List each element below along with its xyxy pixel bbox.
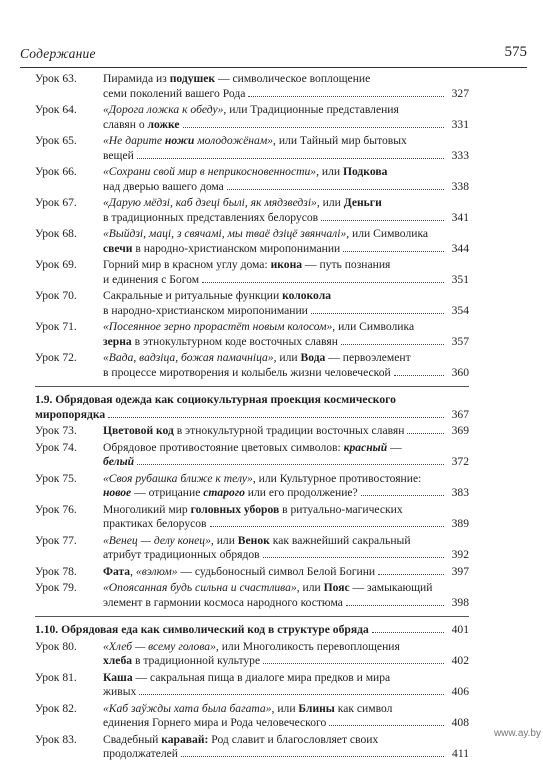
- toc-section[interactable]: [35, 623, 469, 638]
- entry-line: [103, 103, 469, 118]
- dot-leader: [139, 694, 444, 695]
- entry-line: [35, 623, 469, 638]
- dot-leader: [361, 495, 444, 496]
- entry-title-text: и единения с Богом: [103, 272, 200, 286]
- entry-line: [103, 242, 469, 257]
- entry-line: [103, 149, 469, 164]
- entry-page-number: 341: [451, 210, 469, 224]
- entry-title-text: Свадебный каравай: Род славит и благословляет своих: [103, 732, 379, 746]
- lesson-number: Урок 73.: [35, 424, 77, 437]
- page-header: [20, 46, 527, 66]
- header-rule: [20, 67, 527, 68]
- toc-lesson[interactable]: [35, 733, 469, 762]
- lesson-number: Урок 71.: [35, 320, 77, 333]
- entry-title-text: славян о ложке: [103, 117, 180, 131]
- entry-title-text: продолжателей: [103, 747, 178, 760]
- entry-page-number: 397: [451, 564, 469, 578]
- lesson-number: Урок 83.: [35, 732, 77, 746]
- toc-lesson[interactable]: [35, 351, 469, 380]
- lesson-number: Урок 72.: [35, 351, 77, 364]
- entry-line: [103, 716, 469, 731]
- toc-lesson[interactable]: [35, 424, 469, 439]
- entry-title-text: миропорядка: [35, 407, 106, 421]
- entry-line: [103, 654, 469, 669]
- toc-lesson[interactable]: [35, 134, 469, 163]
- dot-leader: [202, 282, 444, 283]
- entry-title-text: белый: [103, 455, 135, 468]
- entry-page-number: 383: [451, 486, 469, 499]
- toc-lesson[interactable]: [35, 196, 469, 225]
- entry-title-text: Сакральные и ритуальные функции колокола: [103, 289, 332, 302]
- entry-title-text: Обрядовое противостояние цветовых символов: красный —: [103, 440, 402, 454]
- entry-line: [35, 408, 469, 423]
- toc-section[interactable]: [35, 393, 469, 422]
- entry-line: [103, 503, 469, 518]
- entry-line: [103, 335, 469, 350]
- entry-page-number: 338: [451, 179, 469, 193]
- lesson-number: Урок 69.: [35, 258, 77, 271]
- entry-page-number: 351: [451, 272, 469, 286]
- toc-lesson[interactable]: [35, 258, 469, 287]
- entry-line: [103, 733, 469, 748]
- section-divider: [35, 616, 469, 617]
- entry-title-text: «Хлеб — всему голова», или Многоликость перевоплощения: [103, 639, 400, 653]
- lesson-number: Урок 79.: [35, 581, 77, 594]
- running-title: Содержание: [20, 46, 96, 61]
- lesson-number: Урок 75.: [35, 471, 77, 485]
- dot-leader: [137, 158, 444, 159]
- toc-lesson[interactable]: [35, 565, 469, 580]
- entry-title-text: новое — отрицание старого или его продолжение?: [103, 486, 358, 499]
- entry-page-number: 344: [451, 241, 469, 255]
- lesson-number: Урок 80.: [35, 639, 77, 653]
- lesson-number: Урок 63.: [35, 72, 77, 85]
- entry-line: [103, 211, 469, 226]
- entry-line: [103, 565, 469, 580]
- entry-page-number: 360: [451, 365, 469, 379]
- toc-lesson[interactable]: [35, 472, 469, 501]
- toc-lesson[interactable]: [35, 441, 469, 470]
- entry-title-text: Многоликий мир головных уборов в ритуально-магических: [103, 502, 403, 516]
- entry-line: [103, 702, 469, 717]
- entry-line: [103, 72, 469, 87]
- entry-title-text: в традиционных представлениях белорусов: [103, 210, 319, 224]
- entry-line: [103, 366, 469, 381]
- entry-title-text: над дверью вашего дома: [103, 179, 224, 193]
- entry-title-text: «Опоясанная будь сильна и счастлива», или Пояс — замыкающий: [103, 581, 433, 594]
- dot-leader: [343, 251, 444, 252]
- dot-leader: [108, 417, 444, 418]
- toc-lesson[interactable]: [35, 165, 469, 194]
- dot-leader: [378, 574, 444, 575]
- lesson-number: Урок 77.: [35, 533, 77, 547]
- dot-leader: [329, 725, 444, 726]
- lesson-number: Урок 70.: [35, 289, 77, 302]
- lesson-number: Урок 65.: [35, 134, 77, 147]
- entry-title-text: «Дарую мёдзі, каб дзеці былі, як мядзведзі», или Деньги: [103, 196, 382, 209]
- lesson-number: Урок 66.: [35, 165, 77, 178]
- entry-line: [103, 258, 469, 273]
- entry-line: [103, 472, 469, 487]
- entry-page-number: 411: [452, 747, 469, 760]
- dot-leader: [183, 127, 445, 128]
- entry-line: [103, 273, 469, 288]
- entry-title-text: «Выйдзі, маці, з свячамі, мы тваё дзіцё звянчалі», или Символика: [103, 227, 429, 240]
- entry-line: [103, 747, 469, 762]
- entry-title-text: 1.9. Обрядовая одежда как социокультурная проекция космического: [35, 393, 396, 406]
- entry-page-number: 367: [451, 407, 469, 421]
- entry-title-text: Горний мир в красном углу дома: икона — путь познания: [103, 258, 391, 271]
- entry-page-number: 401: [451, 623, 469, 636]
- entry-page-number: 369: [451, 424, 469, 437]
- entry-title-text: Цветовой код в этнокультурной традиции восточных славян: [103, 424, 405, 437]
- entry-title-text: атрибут традиционных обрядов: [103, 548, 260, 561]
- entry-line: [103, 227, 469, 242]
- entry-line: [103, 685, 469, 700]
- entry-line: [103, 134, 469, 149]
- entry-line: [35, 393, 469, 408]
- toc-lesson[interactable]: [35, 103, 469, 132]
- entry-line: [103, 196, 469, 211]
- dot-leader: [227, 189, 444, 190]
- toc-lesson[interactable]: [35, 72, 469, 101]
- entry-title-text: хлеба в традиционной культуре: [103, 654, 261, 667]
- entry-title-text: Фата, «вэлюм» — судьбоносный символ Белой Богини: [103, 564, 376, 578]
- entry-title-text: в процессе миротворения и колыбель жизни человеческой: [103, 365, 391, 379]
- dot-leader: [137, 464, 444, 465]
- entry-line: [103, 320, 469, 335]
- entry-page-number: 398: [451, 595, 469, 609]
- toc-lesson[interactable]: [35, 640, 469, 669]
- entry-line: [103, 671, 469, 686]
- dot-leader: [407, 433, 444, 434]
- lesson-number: Урок 78.: [35, 564, 77, 578]
- entry-page-number: 333: [451, 148, 469, 162]
- entry-title-text: практиках белорусов: [103, 517, 207, 530]
- dot-leader: [321, 220, 444, 221]
- entry-line: [103, 118, 469, 133]
- entry-line: [103, 517, 469, 532]
- dot-leader: [248, 96, 444, 97]
- entry-title-text: живых: [103, 685, 137, 698]
- dot-leader: [181, 756, 444, 757]
- entry-title-text: «Своя рубашка ближе к телу», или Культурное противостояние:: [103, 471, 422, 485]
- entry-title-text: Пирамида из подушек — символическое воплощение: [103, 72, 371, 85]
- entry-title-text: «Венец — делу конец», или Венок как важнейший сакральный: [103, 533, 411, 547]
- dot-leader: [341, 344, 444, 345]
- toc-lesson[interactable]: [35, 534, 469, 563]
- entry-title-text: «Сохрани свой мир в неприкосновенности», или Подкова: [103, 165, 388, 178]
- section-divider: [35, 386, 469, 387]
- toc-lesson[interactable]: [35, 289, 469, 318]
- lesson-number: Урок 64.: [35, 103, 77, 116]
- entry-line: [103, 486, 469, 501]
- entry-title-text: «Посеянное зерно прорастёт новым колосом», или Символика: [103, 320, 415, 333]
- entry-page-number: 402: [451, 654, 469, 667]
- entry-page-number: 327: [451, 86, 469, 100]
- entry-title-text: свечи в народно-христианском миропонимании: [103, 241, 341, 255]
- entry-line: [103, 87, 469, 102]
- entry-title-text: единения Горнего мира и Рода человеческого: [103, 716, 327, 729]
- entry-title-text: семи поколений вашего Рода: [103, 86, 246, 100]
- entry-page-number: 389: [451, 517, 469, 530]
- page-number: 575: [504, 44, 527, 60]
- entry-page-number: 331: [451, 117, 469, 131]
- dot-leader: [311, 313, 444, 314]
- toc-lesson[interactable]: [35, 227, 469, 256]
- toc-lesson[interactable]: [35, 581, 469, 610]
- dot-leader: [263, 557, 444, 558]
- entry-page-number: 357: [451, 334, 469, 348]
- entry-title-text: «Каб заўжды хата была багата», или Блины как символ: [103, 701, 393, 715]
- lesson-number: Урок 82.: [35, 701, 77, 715]
- entry-title-text: элемент в гармонии космоса народного костюма: [103, 595, 343, 609]
- dot-leader: [346, 605, 444, 606]
- entry-title-text: вещей: [103, 148, 134, 162]
- lesson-number: Урок 74.: [35, 440, 77, 454]
- entry-title-text: зерна в этнокультурном коде восточных славян: [103, 334, 338, 348]
- entry-line: [103, 304, 469, 319]
- entry-title-text: в народно-христианском миропонимании: [103, 303, 308, 317]
- watermark: www.ay.by: [493, 728, 541, 739]
- lesson-number: Урок 67.: [35, 196, 77, 209]
- toc-lesson[interactable]: [35, 320, 469, 349]
- entry-title-text: Каша — сакральная пища в диалоге мира предков и мира: [103, 670, 391, 684]
- entry-title-text: «Не дарите ножи молодожёнам», или Тайный мир бытовых: [103, 134, 407, 147]
- toc-lesson[interactable]: [35, 503, 469, 532]
- lesson-number: Урок 76.: [35, 502, 77, 516]
- toc-lesson[interactable]: [35, 702, 469, 731]
- entry-line: [103, 289, 469, 304]
- entry-line: [103, 180, 469, 195]
- entry-title-text: «Дорога ложка к обеду», или Традиционные представления: [103, 103, 399, 116]
- entry-line: [103, 548, 469, 563]
- entry-line: [103, 351, 469, 366]
- entry-line: [103, 581, 469, 596]
- entry-page-number: 372: [451, 455, 469, 468]
- entry-page-number: 406: [451, 685, 469, 698]
- dot-leader: [210, 526, 444, 527]
- toc-lesson[interactable]: [35, 671, 469, 700]
- dot-leader: [263, 663, 444, 664]
- entry-line: [103, 455, 469, 470]
- entry-title-text: «Вада, вадзіца, божая памачніца», или Вода — первоэлемент: [103, 351, 411, 364]
- entry-line: [103, 534, 469, 549]
- entry-line: [103, 640, 469, 655]
- dot-leader: [394, 375, 444, 376]
- lesson-number: Урок 81.: [35, 670, 77, 684]
- table-of-contents: [0, 72, 543, 764]
- entry-line: [103, 424, 469, 439]
- entry-title-text: 1.10. Обрядовая еда как символический код в структуре обряда: [35, 623, 369, 636]
- entry-line: [103, 596, 469, 611]
- lesson-number: Урок 68.: [35, 227, 77, 240]
- entry-line: [103, 165, 469, 180]
- entry-page-number: 408: [451, 716, 469, 729]
- entry-line: [103, 441, 469, 456]
- entry-page-number: 354: [451, 303, 469, 317]
- dot-leader: [372, 632, 444, 633]
- entry-page-number: 392: [451, 548, 469, 561]
